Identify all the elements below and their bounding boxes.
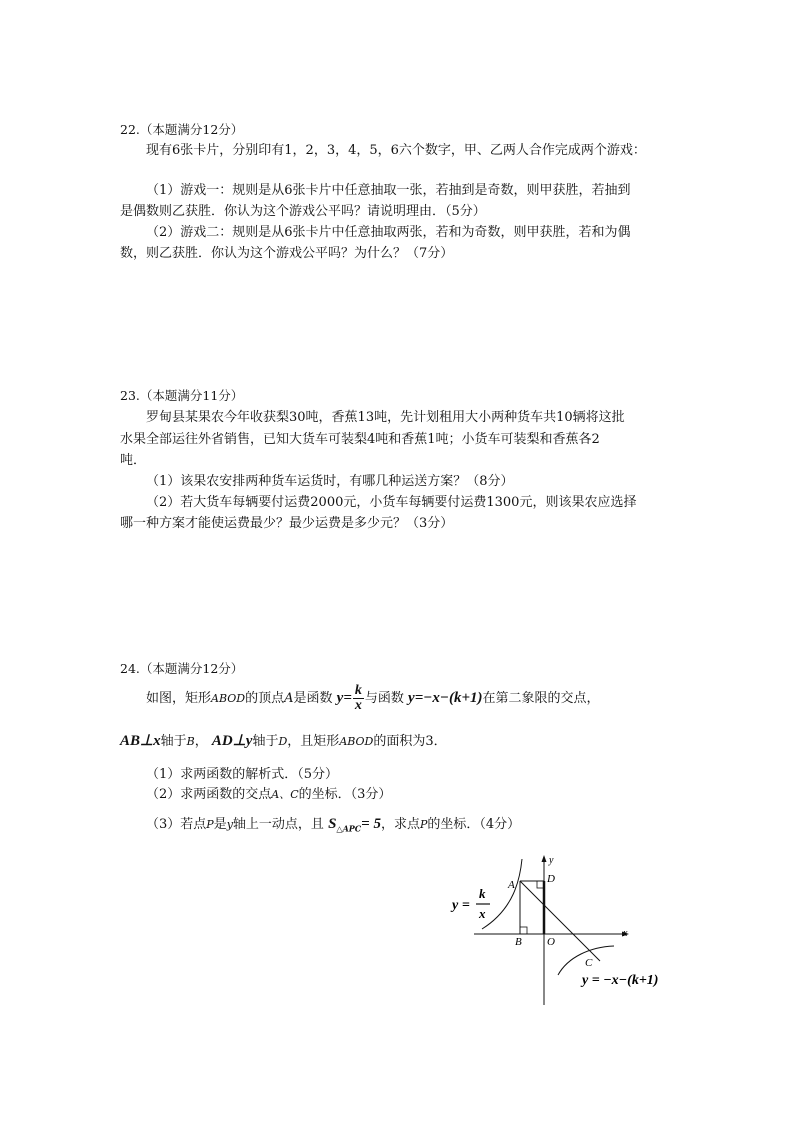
coordinate-figure: [440, 845, 700, 1015]
q24-part2: （2）求两函数的交点A、C的坐标．（3分）: [146, 787, 392, 802]
q24-line2: AB⊥x轴于B， AD⊥y轴于D，且矩形ABOD的面积为3．: [120, 733, 447, 749]
point-O-label: O: [547, 936, 555, 948]
y-axis-arrow: [542, 855, 547, 862]
q23-line3: 吨．: [120, 453, 147, 468]
q22-part1-line2: 是偶数则乙获胜．你认为这个游戏公平吗？请说明理由．（5分）: [120, 204, 486, 219]
point-A-label: A: [508, 879, 515, 891]
q24-part3: （3）若点P是y轴上一动点，且 $S_{\triangle APC}= 5$，求点P的坐标．（4分）: [146, 816, 521, 834]
q23-heading: 23.（本题满分11分）: [120, 388, 244, 403]
q24-heading: 24.（本题满分12分）: [120, 661, 244, 676]
q23-part2-line2: 哪一种方案才能使运费最少？最少运费是多少元？（3分）: [120, 516, 454, 531]
q22-heading: 22.（本题满分12分）: [120, 122, 244, 137]
point-D-label: D: [547, 873, 555, 885]
fraction-k-over-x: $\frac{k}{x}$: [354, 683, 362, 713]
q24-part1: （1）求两函数的解析式．（5分）: [146, 767, 339, 782]
q23-part2-line1: （2）若大货车每辆要付运费2000元，小货车每辆要付运费1300元，则该果农应选择: [146, 495, 637, 510]
q22-part1-line1: （1）游戏一：规则是从6张卡片中任意抽取一张，若抽到是奇数，则甲获胜，若抽到: [146, 183, 631, 198]
q23-line2: 水果全部运往外省销售，已知大货车可装梨4吨和香蕉1吨；小货车可装梨和香蕉各2: [120, 432, 600, 447]
point-B-label: B: [515, 936, 522, 948]
linear-function-label: y = −x−(k+1): [582, 973, 659, 988]
q23-part1: （1）该果农安排两种货车运货时，有哪几种运送方案？（8分）: [146, 474, 514, 489]
point-C-label: C: [585, 957, 593, 969]
linear-function-line: [520, 881, 600, 961]
y-axis-label: y: [549, 855, 554, 866]
hyperbola-label-eq: =: [462, 898, 470, 913]
hyperbola-label-x: x: [479, 906, 486, 921]
hyperbola-label-k: k: [479, 886, 486, 901]
q22-part2-line1: （2）游戏二：规则是从6张卡片中任意抽取两张，若和为奇数，则甲获胜，若和为偶: [146, 225, 631, 240]
q23-line1: 罗甸县某果农今年收获梨30吨，香蕉13吨，先计划租用大小两种货车共10辆将这批: [146, 410, 625, 425]
x-axis-label: x: [623, 928, 628, 939]
q22-intro: 现有6张卡片，分别印有1，2，3，4，5，6六个数字，甲、乙两人合作完成两个游戏：: [146, 143, 646, 158]
hyperbola-upper-left: [482, 859, 522, 929]
hyperbola-label-y: y: [452, 898, 459, 913]
q24-line1: 如图，矩形ABOD的顶点A是函数 y= $\frac{k}{x}$ 与函数 y=−x−(k+1)在第二象限的交点，: [146, 683, 600, 713]
q22-part2-line2: 数，则乙获胜．你认为这个游戏公平吗？为什么？（7分）: [120, 246, 454, 261]
